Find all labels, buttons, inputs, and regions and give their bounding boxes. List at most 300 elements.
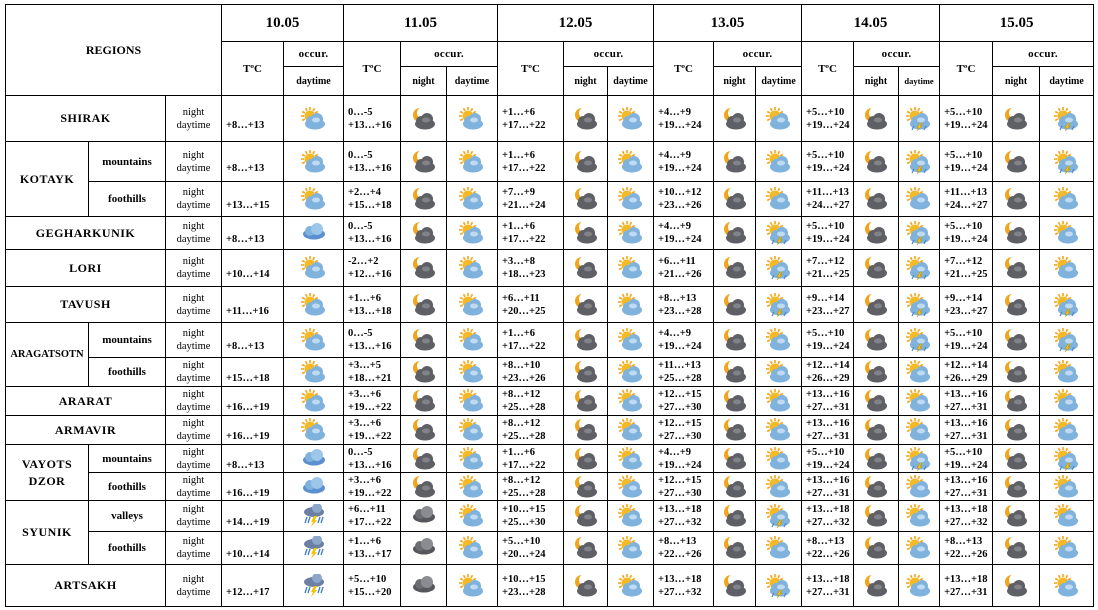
date-header: 12.05 <box>498 5 654 42</box>
temperature-range <box>940 96 993 142</box>
night-temp: +7…+12 <box>806 256 845 267</box>
sun-cloud-icon <box>1040 360 1093 384</box>
daytime-temp: +13…+17 <box>348 549 392 560</box>
night-temp: +13…+18 <box>806 573 850 585</box>
daytime-temp: +17…+22 <box>502 234 546 245</box>
moon-cloud-icon <box>564 504 607 528</box>
night-header: night <box>854 67 899 96</box>
moon-cloud-icon <box>854 574 898 598</box>
moon-cloud-icon <box>993 536 1039 560</box>
weather-icon-cell <box>284 473 344 501</box>
weather-icon-cell <box>1040 142 1094 182</box>
weather-icon-cell <box>401 565 447 607</box>
temperature-range <box>498 445 564 473</box>
weather-icon-cell <box>608 565 654 607</box>
daytime-header: daytime <box>608 67 654 96</box>
weather-icon-cell <box>1040 182 1094 217</box>
night-temp: +1…+6 <box>348 536 381 547</box>
weather-icon-cell <box>564 565 608 607</box>
night-daytime-labels <box>166 387 222 416</box>
weather-icon-cell <box>447 217 498 250</box>
sun-cloud-icon <box>756 418 801 442</box>
weather-icon-cell <box>714 323 756 358</box>
weather-icon-cell <box>447 358 498 387</box>
sun-cloud-icon <box>1040 475 1093 499</box>
temperature-range <box>802 416 854 445</box>
daytime-temp: +20…+25 <box>502 305 546 317</box>
sun-cloud-icon <box>447 389 497 413</box>
weather-icon-cell <box>1040 532 1094 565</box>
subregion-name: mountains <box>89 323 166 358</box>
night-temp: +5…+10 <box>806 106 845 118</box>
rain-thunderstorm-icon <box>284 536 343 560</box>
night-temp: +12…+15 <box>658 389 702 400</box>
temperature-range <box>498 416 564 445</box>
temperature-range <box>222 142 284 182</box>
night-temp: +13…+16 <box>806 474 850 486</box>
moon-cloud-icon <box>854 360 898 384</box>
night-temp: +13…+18 <box>658 573 702 585</box>
moon-cloud-icon <box>993 328 1039 352</box>
temperature-range <box>344 182 401 217</box>
daytime-temp: +13…+16 <box>348 341 392 352</box>
moon-cloud-icon <box>993 256 1039 280</box>
date-header: 13.05 <box>654 5 802 42</box>
moon-cloud-icon <box>564 293 607 317</box>
temperature-range <box>802 323 854 358</box>
weather-icon-cell <box>401 416 447 445</box>
night-temp: +8…+12 <box>502 418 541 429</box>
table-row <box>6 565 1094 607</box>
daytime-temp: +23…+28 <box>502 586 546 598</box>
night-temp: +1…+6 <box>502 149 535 161</box>
daytime-temp: +23…+26 <box>502 373 546 384</box>
table-row <box>6 387 1094 416</box>
night-temp <box>226 186 283 199</box>
weather-icon-cell <box>993 565 1040 607</box>
temperature-range <box>498 473 564 501</box>
night-daytime-labels <box>166 287 222 323</box>
subregion-name: foothills <box>89 532 166 565</box>
temp-header: TºC <box>654 42 714 96</box>
night-label: night <box>182 106 205 118</box>
thunderstorm-sun-icon <box>899 256 939 280</box>
temperature-range <box>654 142 714 182</box>
night-temp: +13…+16 <box>806 418 850 429</box>
sun-cloud-icon <box>608 150 653 174</box>
weather-icon-cell <box>447 250 498 287</box>
night-label: night <box>182 360 205 371</box>
weather-icon-cell <box>899 565 940 607</box>
thunderstorm-sun-icon <box>756 504 801 528</box>
temperature-range <box>654 387 714 416</box>
daytime-label: daytime <box>176 341 211 352</box>
table-row <box>6 445 1094 473</box>
night-temp: +12…+14 <box>806 360 850 371</box>
thunderstorm-sun-icon <box>756 574 801 598</box>
daytime-header: daytime <box>1040 67 1094 96</box>
night-temp: +11…+13 <box>658 360 701 371</box>
region-name: ARTSAKH <box>6 565 166 607</box>
sun-cloud-icon <box>284 107 343 131</box>
sun-cloud-icon <box>284 150 343 174</box>
night-temp: +8…+12 <box>502 474 541 486</box>
night-temp: +3…+6 <box>348 474 381 486</box>
night-daytime-labels <box>166 217 222 250</box>
weather-icon-cell <box>447 387 498 416</box>
night-temp: +6…+11 <box>658 256 696 267</box>
weather-icon-cell <box>899 501 940 532</box>
dark-cloud-icon <box>401 504 446 528</box>
occur-header: occur. <box>564 42 654 67</box>
weather-icon-cell <box>401 473 447 501</box>
daytime-temp: +13…+15 <box>226 200 270 211</box>
thunderstorm-sun-icon <box>899 447 939 471</box>
night-temp <box>226 220 283 233</box>
temperature-range <box>940 416 993 445</box>
temperature-range <box>344 445 401 473</box>
sun-cloud-icon <box>756 107 801 131</box>
night-temp: +5…+10 <box>944 328 983 339</box>
moon-cloud-icon <box>714 328 755 352</box>
weather-icon-cell <box>1040 501 1094 532</box>
weather-icon-cell <box>714 182 756 217</box>
sun-cloud-icon <box>608 328 653 352</box>
night-temp: +1…+6 <box>502 328 535 339</box>
temperature-range <box>498 565 564 607</box>
night-temp: +9…+14 <box>944 292 983 304</box>
night-temp <box>226 503 283 516</box>
daytime-temp: +13…+16 <box>348 162 392 174</box>
night-temp: +12…+14 <box>944 360 988 371</box>
weather-icon-cell <box>608 287 654 323</box>
moon-cloud-icon <box>714 221 755 245</box>
sun-cloud-icon <box>447 293 497 317</box>
weather-icon-cell <box>899 323 940 358</box>
daytime-temp: +27…+32 <box>658 517 702 528</box>
daytime-temp: +19…+24 <box>658 459 702 471</box>
daytime-temp: +10…+14 <box>226 549 270 560</box>
night-temp: +5…+10 <box>806 221 845 232</box>
moon-cloud-icon <box>993 574 1039 598</box>
sun-cloud-icon <box>447 536 497 560</box>
weather-icon-cell <box>401 501 447 532</box>
night-temp <box>226 535 283 548</box>
temperature-range <box>222 473 284 501</box>
weather-icon-cell <box>756 358 802 387</box>
weather-icon-cell <box>284 96 344 142</box>
daytime-temp: +13…+16 <box>348 234 392 245</box>
daytime-temp: +27…+31 <box>944 487 988 499</box>
moon-cloud-icon <box>854 187 898 211</box>
night-label: night <box>182 573 205 585</box>
daytime-temp: +25…+28 <box>658 373 702 384</box>
sun-cloud-icon <box>284 187 343 211</box>
weather-icon-cell <box>993 358 1040 387</box>
moon-cloud-icon <box>401 389 446 413</box>
night-temp: 0…-5 <box>348 328 373 339</box>
subregion-name: foothills <box>89 473 166 501</box>
weather-icon-cell <box>284 250 344 287</box>
weather-icon-cell <box>756 323 802 358</box>
night-temp: +1…+6 <box>502 221 535 232</box>
daytime-label: daytime <box>176 431 211 442</box>
night-daytime-labels <box>166 501 222 532</box>
night-daytime-labels <box>166 416 222 445</box>
weather-icon-cell <box>854 387 899 416</box>
daytime-temp: +19…+24 <box>944 234 988 245</box>
occur-header: occur. <box>401 42 498 67</box>
temperature-range <box>222 182 284 217</box>
weather-icon-cell <box>993 416 1040 445</box>
moon-cloud-icon <box>854 107 898 131</box>
weather-icon-cell <box>993 532 1040 565</box>
sun-cloud-icon <box>608 221 653 245</box>
weather-icon-cell <box>564 287 608 323</box>
moon-cloud-icon <box>564 150 607 174</box>
weather-icon-cell <box>608 142 654 182</box>
daytime-temp: +19…+24 <box>944 341 988 352</box>
night-daytime-labels <box>166 565 222 607</box>
night-temp: +7…+9 <box>502 187 535 198</box>
daytime-temp: +21…+25 <box>944 269 988 280</box>
daytime-temp: +20…+24 <box>502 549 546 560</box>
night-daytime-labels <box>166 250 222 287</box>
weather-icon-cell <box>714 287 756 323</box>
sun-cloud-icon <box>756 187 801 211</box>
weather-icon-cell <box>756 96 802 142</box>
temperature-range <box>344 358 401 387</box>
temperature-range <box>802 445 854 473</box>
temperature-range <box>802 532 854 565</box>
daytime-temp: +17…+22 <box>502 119 546 131</box>
temperature-range <box>802 96 854 142</box>
night-temp <box>226 106 283 119</box>
weather-icon-cell <box>608 182 654 217</box>
moon-cloud-icon <box>714 187 755 211</box>
daytime-temp: +12…+17 <box>226 586 270 598</box>
moon-cloud-icon <box>564 328 607 352</box>
daytime-temp: +15…+18 <box>226 373 270 384</box>
weather-icon-cell <box>714 96 756 142</box>
daytime-temp: +19…+24 <box>806 341 850 352</box>
weather-icon-cell <box>854 217 899 250</box>
night-temp: 0…-5 <box>348 149 373 161</box>
daytime-temp: +25…+28 <box>502 402 546 413</box>
date-header: 10.05 <box>222 5 344 42</box>
forecast-table <box>5 4 1094 607</box>
night-daytime-labels <box>166 445 222 473</box>
night-temp: +3…+6 <box>348 418 381 429</box>
moon-cloud-icon <box>564 447 607 471</box>
moon-cloud-icon <box>401 187 446 211</box>
weather-icon-cell <box>854 532 899 565</box>
daytime-temp: +27…+31 <box>806 586 850 598</box>
weather-icon-cell <box>714 217 756 250</box>
sun-cloud-icon <box>899 187 939 211</box>
moon-cloud-icon <box>854 504 898 528</box>
temperature-range <box>802 358 854 387</box>
temperature-range <box>498 182 564 217</box>
subregion-name: mountains <box>89 142 166 182</box>
temperature-range <box>222 96 284 142</box>
night-temp: +1…+6 <box>348 292 381 304</box>
weather-icon-cell <box>714 532 756 565</box>
moon-cloud-icon <box>401 107 446 131</box>
sun-cloud-icon <box>899 360 939 384</box>
weather-icon-cell <box>993 96 1040 142</box>
sun-cloud-icon <box>608 256 653 280</box>
weather-icon-cell <box>714 142 756 182</box>
weather-icon-cell <box>284 217 344 250</box>
weather-icon-cell <box>1040 445 1094 473</box>
night-temp <box>226 327 283 340</box>
temperature-range <box>654 565 714 607</box>
weather-icon-cell <box>564 250 608 287</box>
daytime-temp: +26…+29 <box>944 373 988 384</box>
temperature-range <box>654 445 714 473</box>
daytime-temp: +16…+19 <box>226 431 270 442</box>
night-temp <box>226 292 283 305</box>
weather-icon-cell <box>564 182 608 217</box>
table-row <box>6 142 1094 182</box>
night-temp: 0…-5 <box>348 221 373 232</box>
daytime-label: daytime <box>176 269 211 280</box>
daytime-temp: +8…+13 <box>226 119 265 131</box>
night-temp <box>226 149 283 162</box>
thunderstorm-sun-icon <box>756 256 801 280</box>
weather-icon-cell <box>284 142 344 182</box>
moon-cloud-icon <box>993 150 1039 174</box>
temperature-range <box>344 323 401 358</box>
weather-icon-cell <box>284 501 344 532</box>
region-name: VAYOTS DZOR <box>6 445 89 501</box>
thunderstorm-sun-icon <box>899 107 939 131</box>
sun-cloud-icon <box>608 187 653 211</box>
moon-cloud-icon <box>714 293 755 317</box>
temperature-range <box>940 287 993 323</box>
night-daytime-labels <box>166 532 222 565</box>
temperature-range <box>498 96 564 142</box>
sun-cloud-icon <box>284 360 343 384</box>
night-temp <box>226 573 283 586</box>
daytime-header: daytime <box>447 67 498 96</box>
sun-cloud-icon <box>447 475 497 499</box>
daytime-temp: +27…+31 <box>806 431 850 442</box>
moon-cloud-icon <box>993 187 1039 211</box>
moon-cloud-icon <box>401 447 446 471</box>
night-temp: +4…+9 <box>658 328 691 339</box>
dark-cloud-icon <box>401 574 446 598</box>
moon-cloud-icon <box>714 536 755 560</box>
temperature-range <box>940 217 993 250</box>
night-temp: +13…+18 <box>944 573 988 585</box>
weather-icon-cell <box>564 323 608 358</box>
weather-icon-cell <box>447 501 498 532</box>
weather-icon-cell <box>756 287 802 323</box>
weather-icon-cell <box>756 217 802 250</box>
sun-cloud-icon <box>756 389 801 413</box>
daytime-temp: +13…+16 <box>348 119 392 131</box>
daytime-temp: +17…+22 <box>348 517 392 528</box>
table-row <box>6 473 1094 501</box>
night-label: night <box>182 418 205 429</box>
thunderstorm-sun-icon <box>1040 107 1093 131</box>
night-temp <box>226 446 283 459</box>
night-daytime-labels <box>166 323 222 358</box>
weather-icon-cell <box>993 287 1040 323</box>
temperature-range <box>498 358 564 387</box>
temperature-range <box>654 217 714 250</box>
daytime-temp: +19…+22 <box>348 402 392 413</box>
moon-cloud-icon <box>854 389 898 413</box>
weather-icon-cell <box>993 182 1040 217</box>
daytime-label: daytime <box>176 549 211 560</box>
moon-cloud-icon <box>854 475 898 499</box>
sun-cloud-icon <box>608 107 653 131</box>
daytime-temp: +22…+26 <box>658 549 702 560</box>
weather-icon-cell <box>756 532 802 565</box>
temperature-range <box>222 387 284 416</box>
weather-icon-cell <box>401 445 447 473</box>
temperature-range <box>802 217 854 250</box>
daytime-temp: +27…+30 <box>658 487 702 499</box>
temperature-range <box>222 416 284 445</box>
weather-icon-cell <box>1040 473 1094 501</box>
weather-icon-cell <box>447 416 498 445</box>
temperature-range <box>498 250 564 287</box>
weather-icon-cell <box>899 96 940 142</box>
daytime-temp: +19…+22 <box>348 431 392 442</box>
daytime-temp: +16…+19 <box>226 402 270 413</box>
weather-icon-cell <box>993 473 1040 501</box>
daytime-label: daytime <box>176 586 211 598</box>
weather-icon-cell <box>756 565 802 607</box>
temperature-range <box>654 473 714 501</box>
temp-header: TºC <box>222 42 284 96</box>
night-label: night <box>182 389 205 400</box>
moon-cloud-icon <box>993 447 1039 471</box>
daytime-temp: +27…+31 <box>944 431 988 442</box>
daytime-temp: +22…+26 <box>944 549 988 560</box>
night-temp: +5…+10 <box>806 446 845 458</box>
daytime-temp: +25…+28 <box>502 487 546 499</box>
sun-cloud-icon <box>1040 504 1093 528</box>
moon-cloud-icon <box>401 256 446 280</box>
weather-icon-cell <box>447 182 498 217</box>
night-temp: 0…-5 <box>348 446 373 458</box>
date-header: 11.05 <box>344 5 498 42</box>
thunderstorm-sun-icon <box>1040 447 1093 471</box>
temperature-range <box>222 287 284 323</box>
temperature-range <box>344 142 401 182</box>
daytime-temp: +19…+24 <box>806 459 850 471</box>
moon-cloud-icon <box>714 360 755 384</box>
temperature-range <box>802 473 854 501</box>
daytime-temp: +19…+24 <box>658 162 702 174</box>
sun-cloud-icon <box>1040 418 1093 442</box>
sun-cloud-icon <box>447 574 497 598</box>
weather-icon-cell <box>993 323 1040 358</box>
temperature-range <box>940 532 993 565</box>
night-temp: +13…+16 <box>944 389 988 400</box>
moon-cloud-icon <box>854 447 898 471</box>
night-daytime-labels <box>166 142 222 182</box>
weather-icon-cell <box>714 387 756 416</box>
weather-icon-cell <box>401 387 447 416</box>
temperature-range <box>222 217 284 250</box>
daytime-temp: +27…+30 <box>658 402 702 413</box>
